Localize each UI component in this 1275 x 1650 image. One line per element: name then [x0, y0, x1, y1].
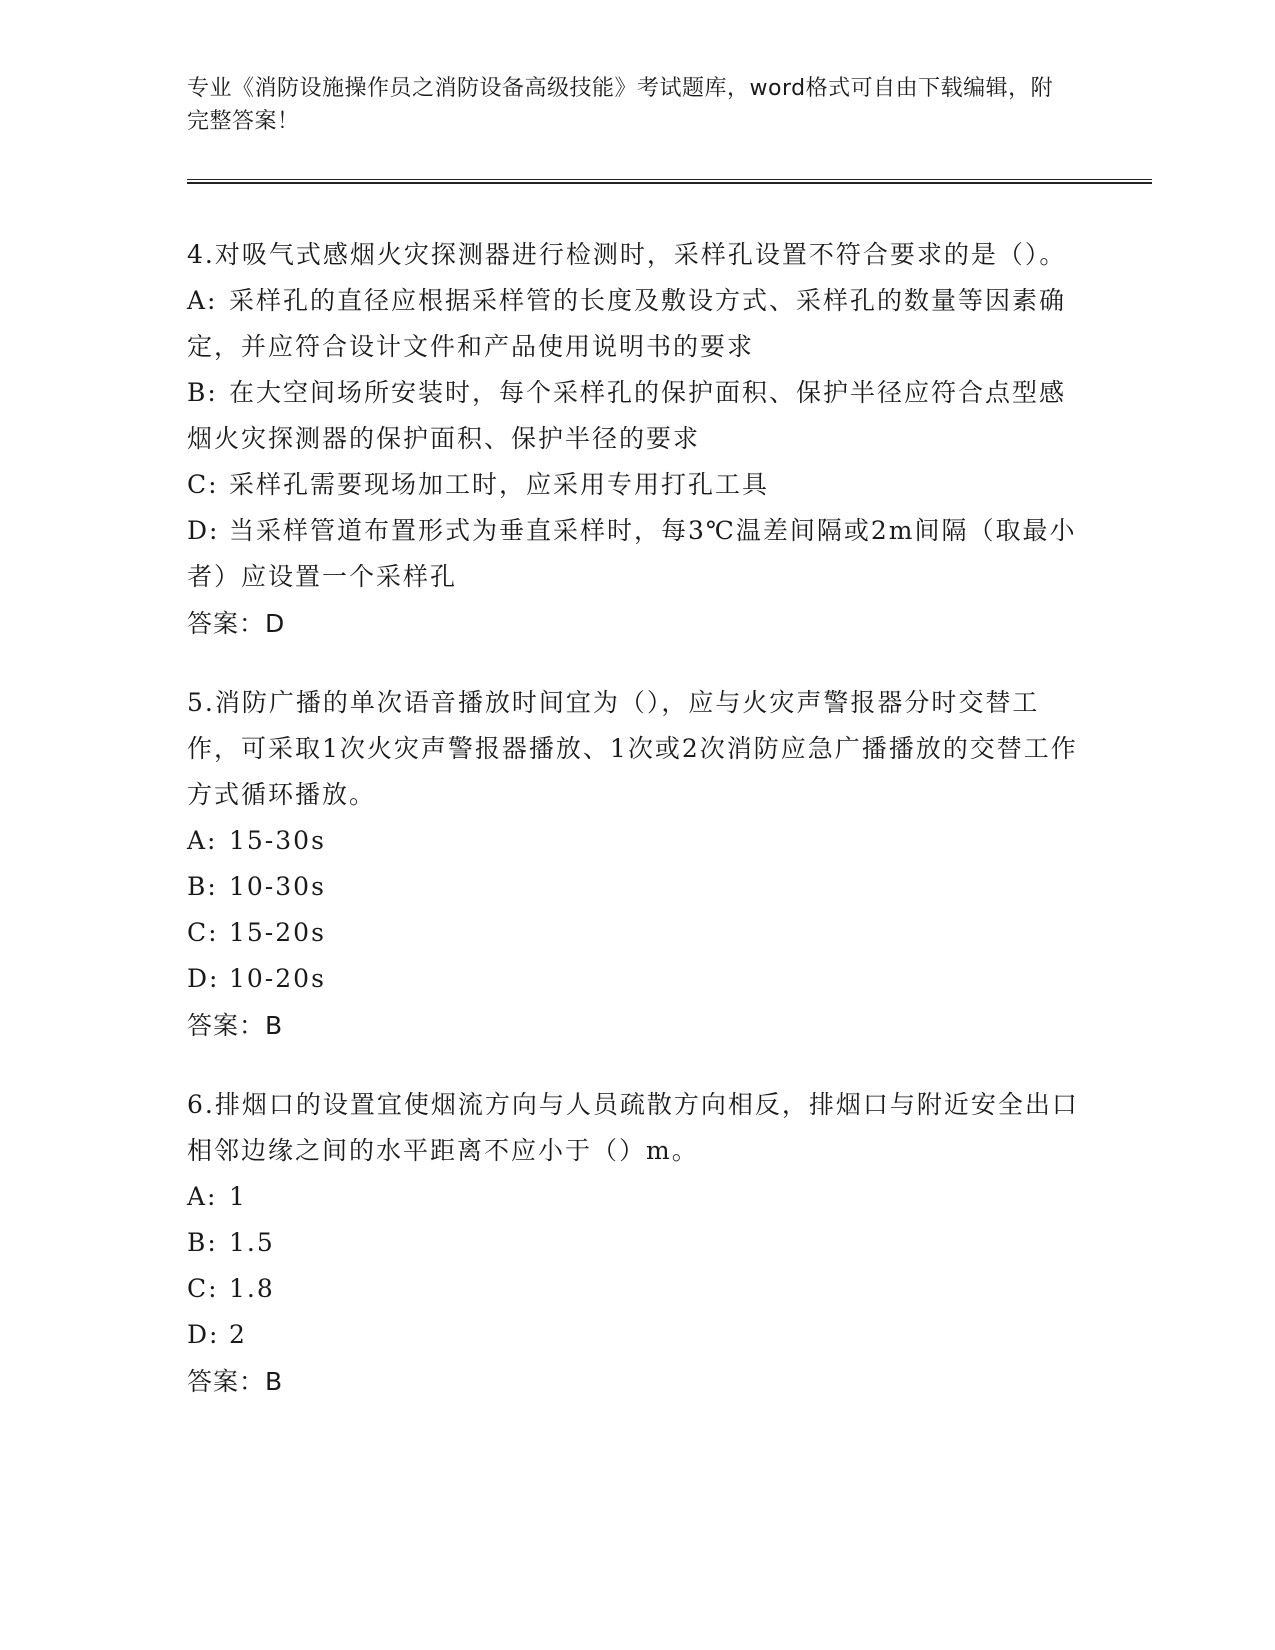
option-text: 10-30s [229, 872, 326, 901]
option-letter: A: [187, 826, 218, 855]
answer-line: 答案：D [187, 609, 286, 638]
question-stem: 6.排烟口的设置宜使烟流方向与人员疏散方向相反，排烟口与附近安全出口相邻边缘之间的水平距离不应小于（）m。 [187, 1090, 1079, 1165]
option-b [187, 370, 1087, 462]
answer-line: 答案：B [187, 1367, 284, 1396]
question-6 [187, 1082, 1087, 1406]
question-4 [187, 232, 1087, 648]
option-d [187, 508, 1087, 600]
option-letter: C: [187, 918, 219, 947]
option-letter: B: [187, 378, 218, 407]
option-letter: D: [187, 964, 220, 993]
option-b [187, 1220, 1087, 1266]
option-a [187, 818, 1087, 864]
option-a [187, 1174, 1087, 1220]
option-letter: C: [187, 470, 219, 499]
question-list [187, 232, 1087, 1438]
option-letter: D: [187, 516, 220, 545]
option-text: 采样孔的直径应根据采样管的长度及敷设方式、采样孔的数量等因素确定，并应符合设计文件和产品使用说明书的要求 [187, 286, 1067, 361]
option-letter: D: [187, 1320, 220, 1349]
question-stem: 4.对吸气式感烟火灾探测器进行检测时，采样孔设置不符合要求的是（）。 [187, 240, 1067, 269]
option-letter: A: [187, 286, 218, 315]
option-text: 当采样管道布置形式为垂直采样时，每3℃温差间隔或2m间隔（取最小者）应设置一个采样孔 [187, 516, 1077, 591]
option-text: 1 [229, 1182, 247, 1211]
option-letter: B: [187, 1228, 218, 1257]
option-text: 15-20s [229, 918, 326, 947]
document-header [187, 72, 1067, 138]
question-5 [187, 680, 1087, 1050]
option-a [187, 278, 1087, 370]
option-letter: A: [187, 1182, 218, 1211]
option-text: 2 [229, 1320, 247, 1349]
answer-line: 答案：B [187, 1011, 284, 1040]
option-c [187, 1266, 1087, 1312]
option-letter: C: [187, 1274, 219, 1303]
option-text: 1.5 [229, 1228, 275, 1257]
option-text: 1.8 [229, 1274, 275, 1303]
header-divider-thick [187, 182, 1152, 184]
question-stem: 5.消防广播的单次语音播放时间宜为（），应与火灾声警报器分时交替工作，可采取1次火灾声警报器播放、1次或2次消防应急广播播放的交替工作方式循环播放。 [187, 688, 1078, 809]
option-d [187, 956, 1087, 1002]
option-c [187, 910, 1087, 956]
option-text: 15-30s [229, 826, 326, 855]
header-divider-thin [187, 179, 1152, 180]
option-d [187, 1312, 1087, 1358]
option-c [187, 462, 1087, 508]
header-intro: 专业《消防设施操作员之消防设备高级技能》考试题库，word格式可自由下载编辑，附完整答案！ [187, 76, 1054, 134]
option-letter: B: [187, 872, 218, 901]
option-b [187, 864, 1087, 910]
option-text: 在大空间场所安装时，每个采样孔的保护面积、保护半径应符合点型感烟火灾探测器的保护面积、保护半径的要求 [187, 378, 1067, 453]
option-text: 10-20s [229, 964, 326, 993]
option-text: 采样孔需要现场加工时，应采用专用打孔工具 [229, 470, 770, 499]
